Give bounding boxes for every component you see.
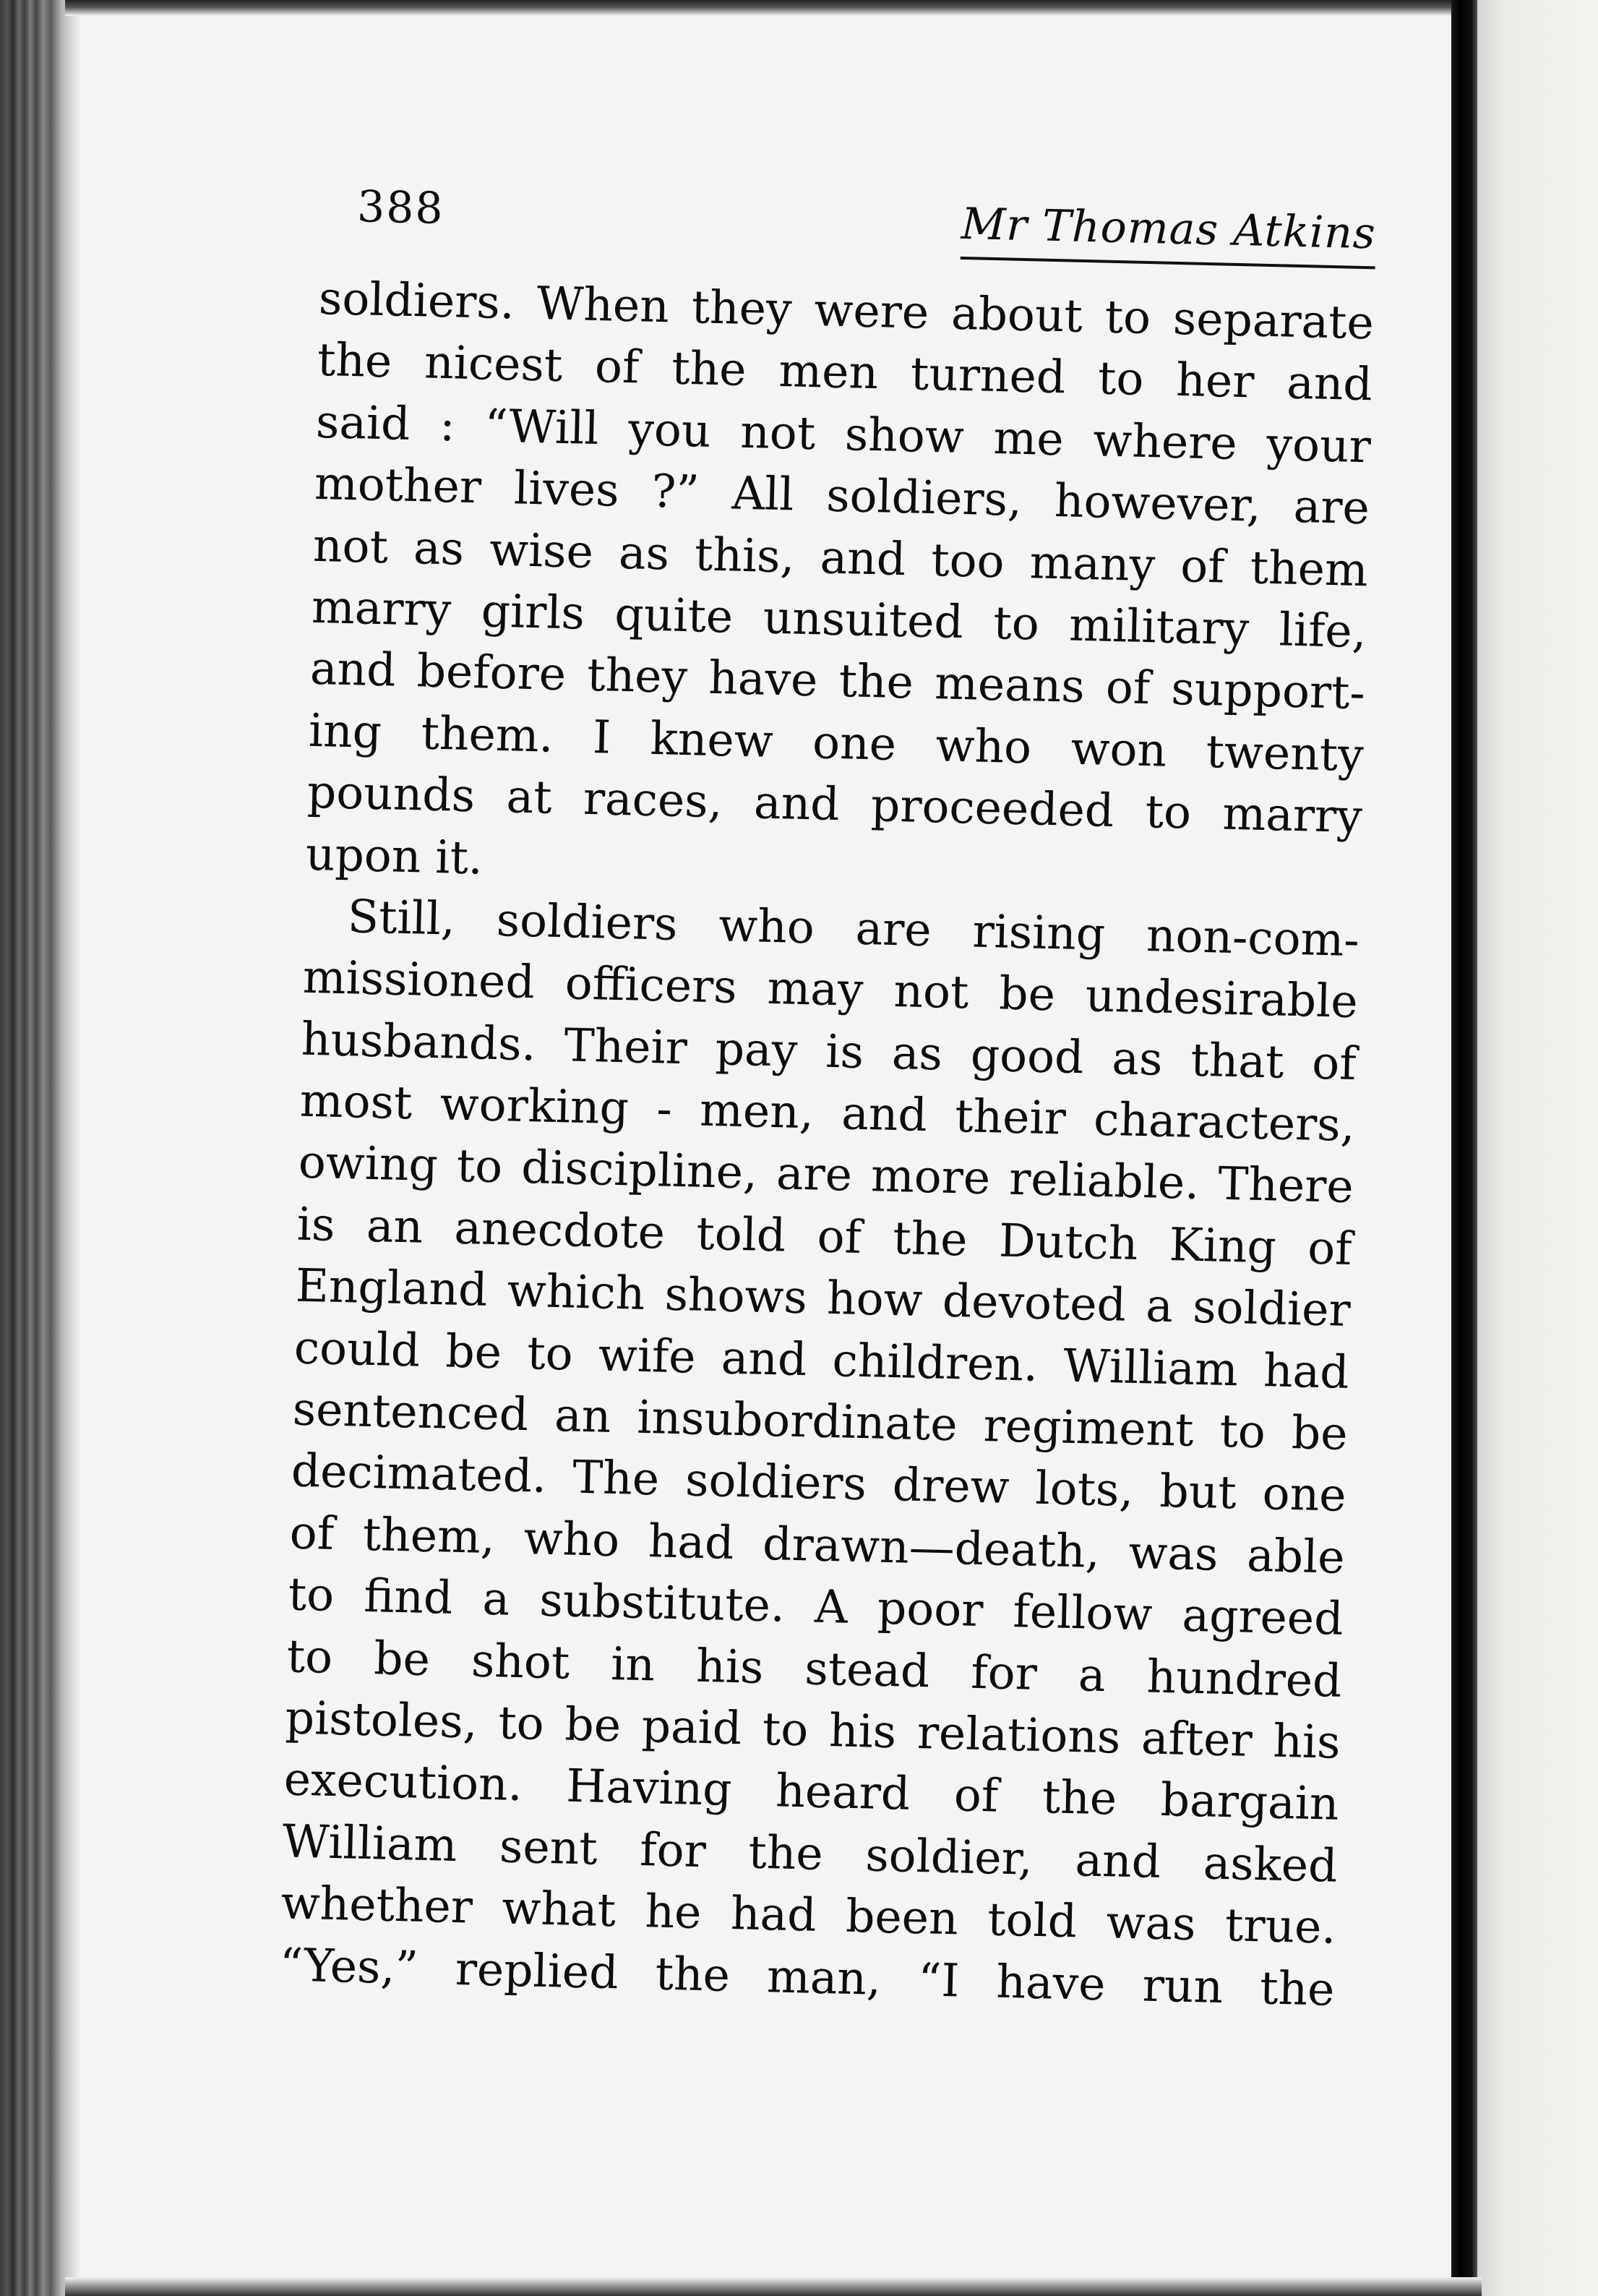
text-line: Still, soldiers who are rising non-com- bbox=[347, 890, 1360, 967]
text-line: and before they have the means of support- bbox=[309, 642, 1366, 720]
text-line: is an anecdote told of the Dutch King of bbox=[296, 1197, 1353, 1275]
text-line: execution. Having heard of the bargain bbox=[283, 1752, 1340, 1831]
text-line: could be to wife and children. William had bbox=[293, 1321, 1350, 1399]
text-line: the nicest of the men turned to her and bbox=[317, 333, 1373, 411]
text-line: mother lives ?” All soldiers, however, are bbox=[314, 457, 1370, 535]
body-text bbox=[279, 267, 1375, 2021]
running-head: Mr Thomas Atkins bbox=[961, 199, 1377, 269]
page-top-edge bbox=[65, 0, 1482, 16]
page-number: 388 bbox=[356, 181, 445, 234]
text-line: soldiers. When they were about to separate bbox=[318, 271, 1375, 350]
text-line: to find a substitute. A poor fellow agreed bbox=[288, 1567, 1344, 1646]
text-line: upon it. bbox=[305, 827, 484, 885]
right-margin bbox=[1477, 0, 1598, 2296]
text-line: “Yes,” replied the man, “I have run the bbox=[278, 1937, 1336, 2016]
text-line: husbands. Their pay is as good as that of bbox=[301, 1012, 1357, 1090]
text-line: ing them. I knew one who won twenty bbox=[308, 703, 1365, 781]
text-line: William sent for the soldier, and asked bbox=[282, 1815, 1339, 1893]
text-line: whether what he had been told was true. bbox=[280, 1876, 1337, 1954]
text-line: pistoles, to be paid to his relations after his bbox=[285, 1691, 1341, 1769]
text-block bbox=[279, 181, 1377, 2021]
text-line: decimated. The soldiers drew lots, but one bbox=[291, 1444, 1347, 1522]
book-binding bbox=[0, 0, 80, 2296]
text-line: England which shows how devoted a soldier bbox=[295, 1259, 1352, 1337]
text-line: most working - men, and their characters, bbox=[299, 1074, 1356, 1152]
page-bottom-edge bbox=[65, 2277, 1482, 2296]
text-line: not as wise as this, and too many of them bbox=[312, 518, 1369, 596]
text-line: marry girls quite unsuited to military life, bbox=[311, 580, 1367, 659]
text-line: owing to discipline, are more reliable. There bbox=[298, 1136, 1354, 1214]
text-line: to be shot in his stead for a hundred bbox=[286, 1629, 1343, 1708]
page-right-edge bbox=[1451, 0, 1477, 2296]
text-line: pounds at races, and proceeded to marry bbox=[306, 765, 1363, 844]
text-line: missioned officers may not be undesirable bbox=[302, 951, 1359, 1029]
text-line: of them, who had drawn—death, was able bbox=[289, 1506, 1346, 1584]
text-line: sentenced an insubordinate regiment to be bbox=[292, 1382, 1349, 1460]
text-line: said : “Will you not show me where your bbox=[315, 395, 1372, 474]
